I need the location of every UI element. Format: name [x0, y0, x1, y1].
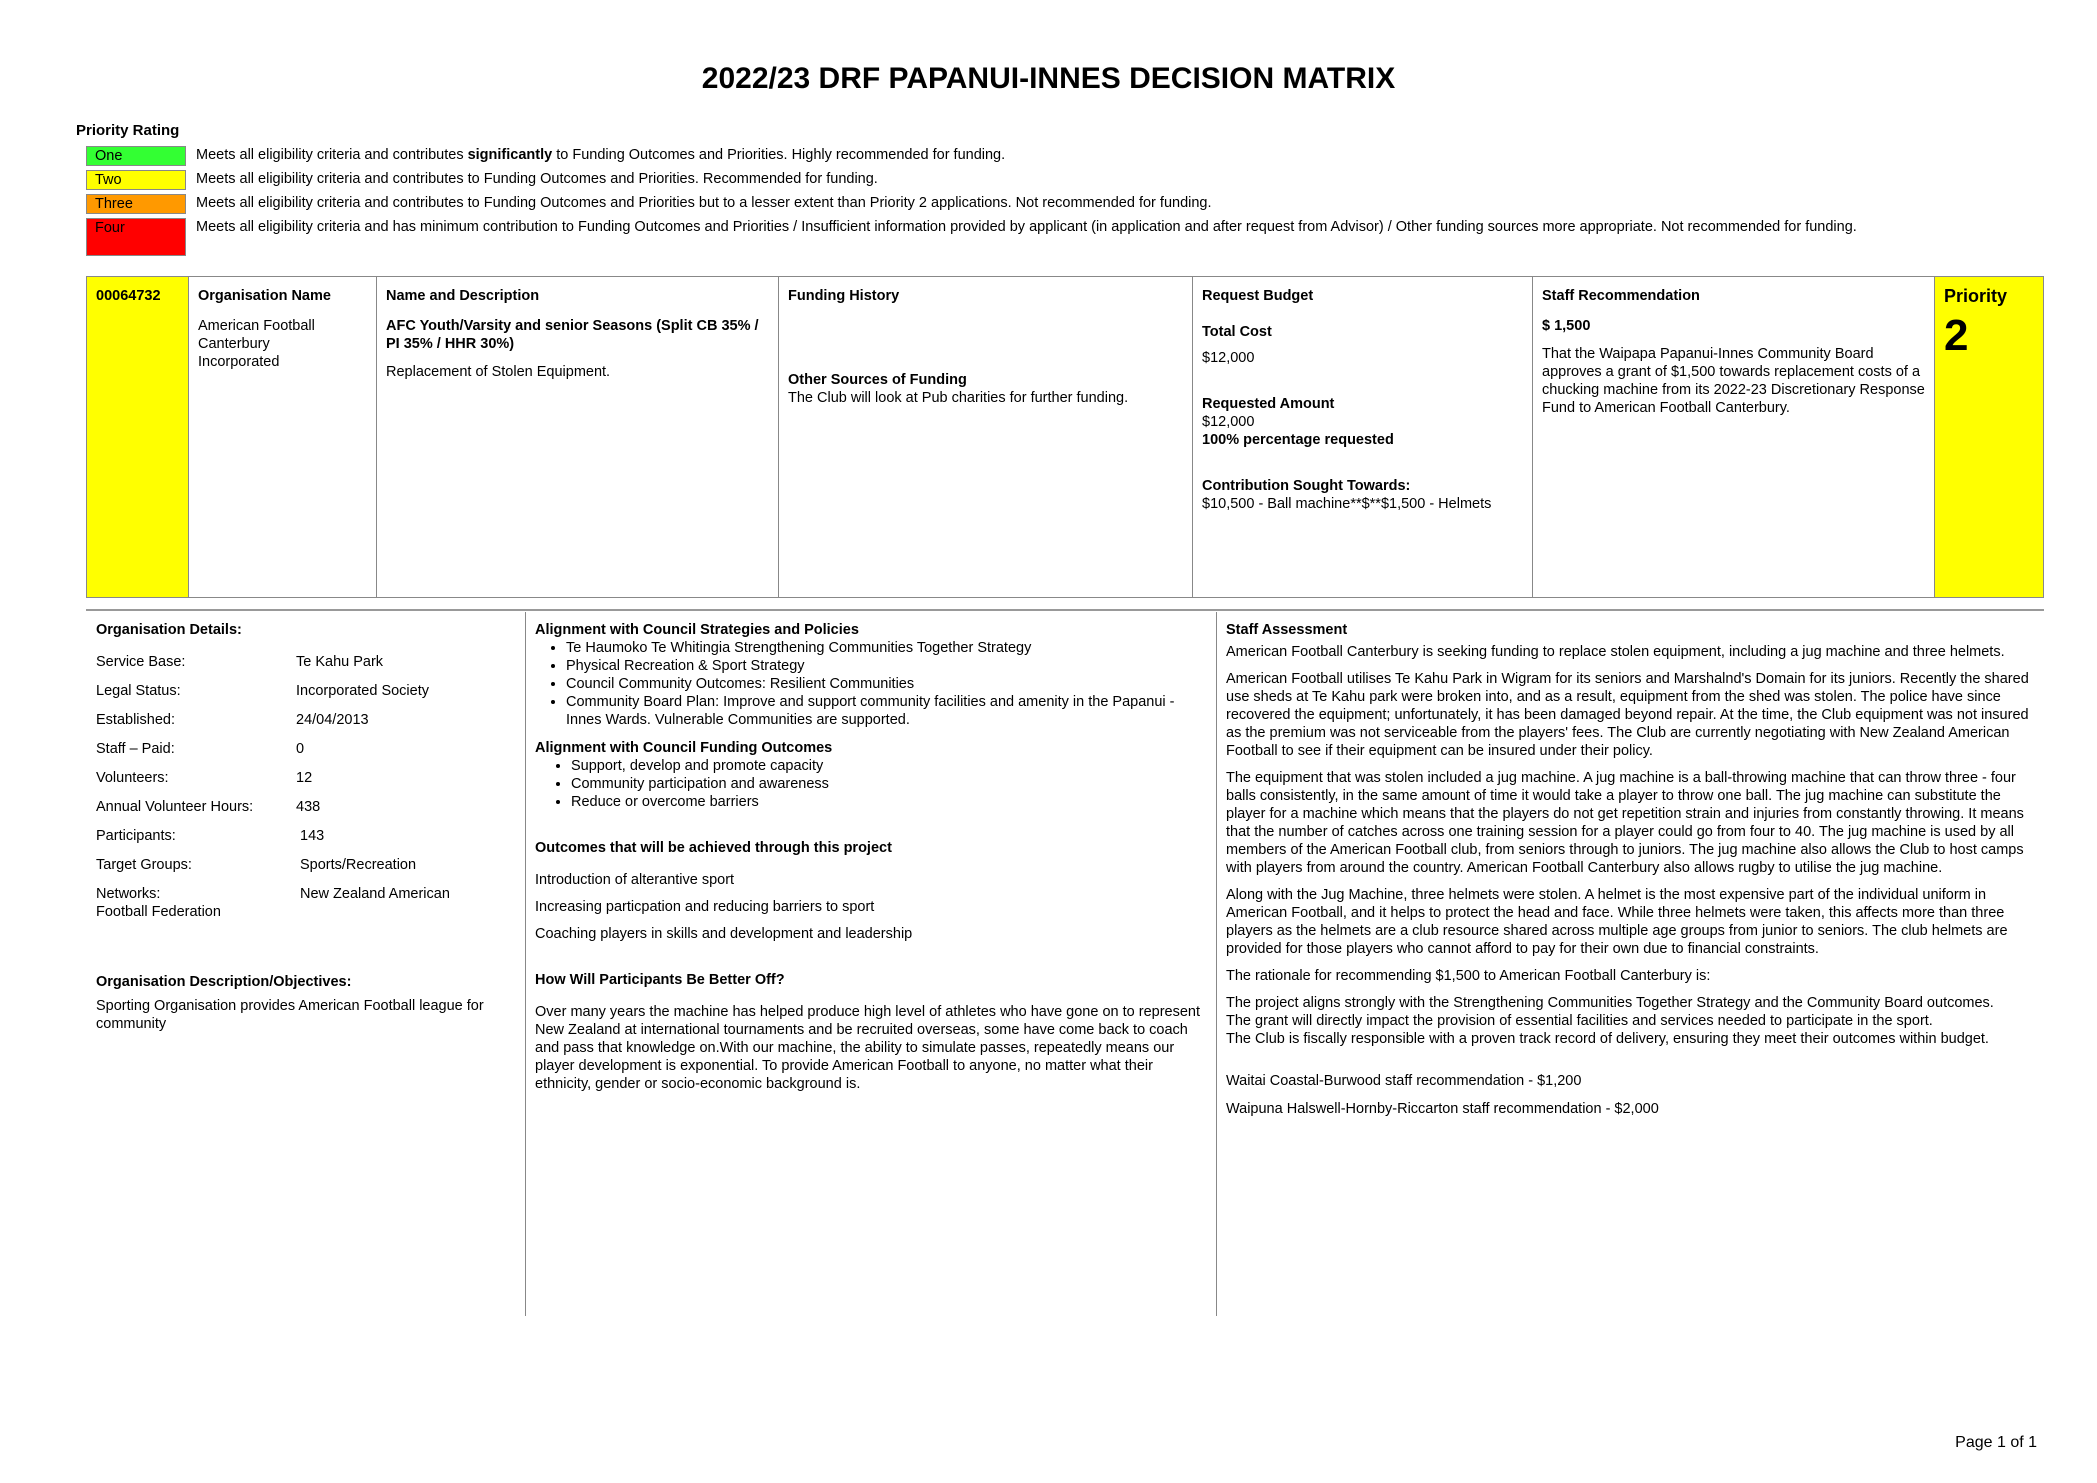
detail-label: Staff – Paid:	[96, 741, 175, 757]
detail-label: Established:	[96, 712, 175, 728]
list-item: • Reduce or overcome barriers	[571, 793, 1205, 811]
funding-outcomes-heading: Alignment with Council Funding Outcomes	[535, 740, 833, 756]
detail-value: 143	[300, 828, 325, 844]
priority-chip-two: Two	[86, 170, 186, 190]
project-description: Replacement of Stolen Equipment.	[386, 364, 611, 380]
better-off-heading: How Will Participants Be Better Off?	[535, 972, 785, 988]
detail-row-service-base	[96, 653, 516, 671]
priority-chip-one: One	[86, 146, 186, 166]
other-sources-label: Other Sources of Funding	[788, 372, 967, 388]
column-divider-right	[1216, 612, 1217, 1316]
request-budget-cell	[1193, 277, 1533, 597]
detail-label: Volunteers:	[96, 770, 169, 786]
outcome-item: Increasing particpation and reducing barriers to sport	[535, 899, 875, 915]
assessment-paragraph: The equipment that was stolen included a jug machine. A jug machine is a ball-throwing machine that can throw three - four balls consistently, in the same amount of time it would take a player to throw one ball. The jug machine can substitute the player for a machine which means that the players do not get repetition strain and injuries from constantly throwing. It means that the number of catches across one training session for a player could go from four to 40. The jug machine is used by all members of the American Football club, from seniors through to juniors. The jug machine also allows the Club to host camps with players from around the country. American Football Canterbury also allows rugby to utilise the jug machine.	[1226, 770, 2024, 876]
requested-amount-label: Requested Amount	[1202, 396, 1335, 412]
name-description-cell	[377, 277, 779, 597]
list-item: • Community participation and awareness	[571, 775, 1205, 793]
other-board-recommendation: Waitai Coastal-Burwood staff recommendation - $1,200	[1226, 1073, 1582, 1089]
detail-value: Incorporated Society	[296, 683, 429, 699]
other-board-recommendation: Waipuna Halswell-Hornby-Riccarton staff recommendation - $2,000	[1226, 1101, 1659, 1117]
legend-text-one: Meets all eligibility criteria and contributes significantly to Funding Outcomes and Priorities. Highly recommended for funding.	[196, 147, 1006, 163]
organisation-details	[96, 621, 516, 1033]
list-item: • Community Board Plan: Improve and support community facilities and amenity in the Papanui - Innes Wards. Vulnerable Communities are supported.	[566, 693, 1205, 729]
priority-chip-four: Four	[86, 218, 186, 256]
list-item: • Council Community Outcomes: Resilient Communities	[566, 675, 1205, 693]
legend-row-three	[86, 194, 2016, 214]
outcome-item: Introduction of alterantive sport	[535, 872, 735, 888]
priority-value: 2	[1944, 311, 1969, 360]
priority-rating-heading: Priority Rating	[76, 122, 180, 139]
detail-value: New Zealand American	[300, 886, 450, 902]
list-item: • Physical Recreation & Sport Strategy	[566, 657, 1205, 675]
staff-recommendation-header: Staff Recommendation	[1542, 288, 1700, 304]
detail-value: Sports/Recreation	[300, 857, 417, 873]
funding-outcomes-list	[535, 757, 1205, 811]
list-item: • Te Haumoko Te Whitingia Strengthening Communities Together Strategy	[566, 639, 1205, 657]
alignment-section	[535, 621, 1205, 1093]
strategies-list	[535, 639, 1205, 729]
legend-text-two: Meets all eligibility criteria and contributes to Funding Outcomes and Priorities. Recommended for funding.	[196, 171, 878, 187]
organisation-description-heading: Organisation Description/Objectives:	[96, 974, 352, 990]
recommendation-text: That the Waipapa Papanui-Innes Community Board approves a grant of $1,500 towards replacement costs of a chucking machine from its 2022-23 Discretionary Response Fund to American Football Canterbury.	[1542, 346, 1925, 416]
organisation-name-cell	[189, 277, 377, 597]
detail-row-networks	[96, 885, 516, 921]
recommended-amount: $ 1,500	[1542, 318, 1591, 334]
legend-text-four: Meets all eligibility criteria and has minimum contribution to Funding Outcomes and Priorities / Insufficient information provided by applicant (in application and after request from Advisor) / Other funding sources more appropriate. Not recommended for funding.	[196, 219, 1857, 235]
detail-value: 438	[296, 799, 321, 815]
project-name: AFC Youth/Varsity and senior Seasons (Split CB 35% / PI 35% / HHR 30%)	[386, 318, 759, 352]
contribution-text: $10,500 - Ball machine**$**$1,500 - Helmets	[1202, 496, 1492, 512]
outcomes-heading: Outcomes that will be achieved through this project	[535, 840, 892, 856]
organisation-name-header: Organisation Name	[198, 288, 331, 304]
rationale-item: The grant will directly impact the provision of essential facilities and services needed to participate in the sport.	[1226, 1013, 1933, 1029]
detail-row-staff-paid	[96, 740, 516, 758]
outcome-item: Coaching players in skills and development and leadership	[535, 926, 913, 942]
list-item: • Support, develop and promote capacity	[571, 757, 1205, 775]
detail-value: Te Kahu Park	[296, 654, 384, 670]
request-budget-header: Request Budget	[1202, 288, 1314, 304]
funding-history-cell	[779, 277, 1193, 597]
requested-amount-value: $12,000	[1202, 414, 1255, 430]
detail-label: Annual Volunteer Hours:	[96, 799, 254, 815]
funding-history-header: Funding History	[788, 288, 900, 304]
detail-row-target-groups	[96, 856, 516, 874]
rationale-item: The Club is fiscally responsible with a proven track record of delivery, ensuring they meet their outcomes within budget.	[1226, 1031, 1989, 1047]
legend-text-three: Meets all eligibility criteria and contributes to Funding Outcomes and Priorities but to a lesser extent than Priority 2 applications. Not recommended for funding.	[196, 195, 1212, 211]
detail-value: 12	[296, 770, 313, 786]
organisation-description-text: Sporting Organisation provides American Football league for community	[96, 998, 484, 1032]
total-cost-label: Total Cost	[1202, 324, 1272, 340]
staff-assessment-section	[1226, 621, 2034, 1118]
decision-matrix-table	[86, 276, 2044, 598]
percentage-requested: 100% percentage requested	[1202, 432, 1394, 448]
detail-value: 0	[296, 741, 305, 757]
legend-row-two	[86, 170, 2016, 190]
staff-recommendation-cell	[1533, 277, 1935, 597]
application-id: 00064732	[96, 288, 161, 304]
application-id-cell	[87, 277, 189, 597]
rationale-item: The project aligns strongly with the Strengthening Communities Together Strategy and the Community Board outcomes.	[1226, 995, 1994, 1011]
detail-label: Service Base:	[96, 654, 186, 670]
organisation-name: American Football Canterbury Incorporated	[198, 318, 315, 370]
name-description-header: Name and Description	[386, 288, 540, 304]
detail-row-participants	[96, 827, 516, 845]
priority-legend	[86, 146, 2016, 260]
detail-value: 24/04/2013	[296, 712, 369, 728]
detail-row-legal-status	[96, 682, 516, 700]
strategies-heading: Alignment with Council Strategies and Policies	[535, 622, 859, 638]
page-number: Page 1 of 1	[1955, 1434, 2037, 1451]
detail-row-volunteer-hours	[96, 798, 516, 816]
assessment-paragraph: American Football Canterbury is seeking funding to replace stolen equipment, including a jug machine and three helmets.	[1226, 644, 2005, 660]
priority-chip-three: Three	[86, 194, 186, 214]
legend-row-four	[86, 218, 2016, 256]
column-divider-left	[525, 612, 526, 1316]
priority-header: Priority	[1944, 286, 2008, 306]
contribution-label: Contribution Sought Towards:	[1202, 478, 1411, 494]
staff-assessment-heading: Staff Assessment	[1226, 622, 1348, 638]
detail-label: Participants:	[96, 828, 176, 844]
detail-row-established	[96, 711, 516, 729]
detail-value-continued: Football Federation	[96, 904, 221, 920]
detail-row-volunteers	[96, 769, 516, 787]
detail-label: Legal Status:	[96, 683, 181, 699]
assessment-paragraph: American Football utilises Te Kahu Park in Wigram for its seniors and Marshalnd's Domain for its juniors. Recently the shared use sheds at Te Kahu park were broken into, and as a result, equipment from the shed was stolen. The police have since recovered the equipment; unfortunately, it has been damaged beyond repair. At the time, the Club equipment was not insured as the premium was not serviceable from the players' fees. The Club are currently negotiating with New Zealand American Football to see if their equipment can be insured under their policy.	[1226, 671, 2029, 759]
priority-cell	[1935, 277, 2043, 597]
detail-label: Networks:	[96, 886, 161, 902]
better-off-text: Over many years the machine has helped produce high level of athletes who have gone on to represent New Zealand at international tournaments and be recruited overseas, some have come back to coach and pass that knowledge on.With our machine, the ability to simulate passes, repeatedly means our player development is exponential. To provide American Football to anyone, no matter what their ethnicity, gender or socio-economic background is.	[535, 1004, 1200, 1092]
detail-label: Target Groups:	[96, 857, 192, 873]
other-sources-text: The Club will look at Pub charities for further funding.	[788, 390, 1129, 406]
section-divider	[86, 609, 2044, 611]
total-cost-value: $12,000	[1202, 350, 1255, 366]
assessment-paragraph: The rationale for recommending $1,500 to American Football Canterbury is:	[1226, 968, 1711, 984]
assessment-paragraph: Along with the Jug Machine, three helmets were stolen. A helmet is the most expensive part of the individual uniform in American Football, and it helps to protect the head and face. While three helmets were taken, this affects more than three players as the helmets are a club resource shared across multiple age groups from junior to seniors. The club helmets are provided for those players who cannot afford to pay for their own due to financial constraints.	[1226, 887, 2008, 957]
page-title: 2022/23 DRF PAPANUI-INNES DECISION MATRIX	[701, 62, 1396, 95]
organisation-details-heading: Organisation Details:	[96, 622, 242, 638]
legend-row-one	[86, 146, 2016, 166]
